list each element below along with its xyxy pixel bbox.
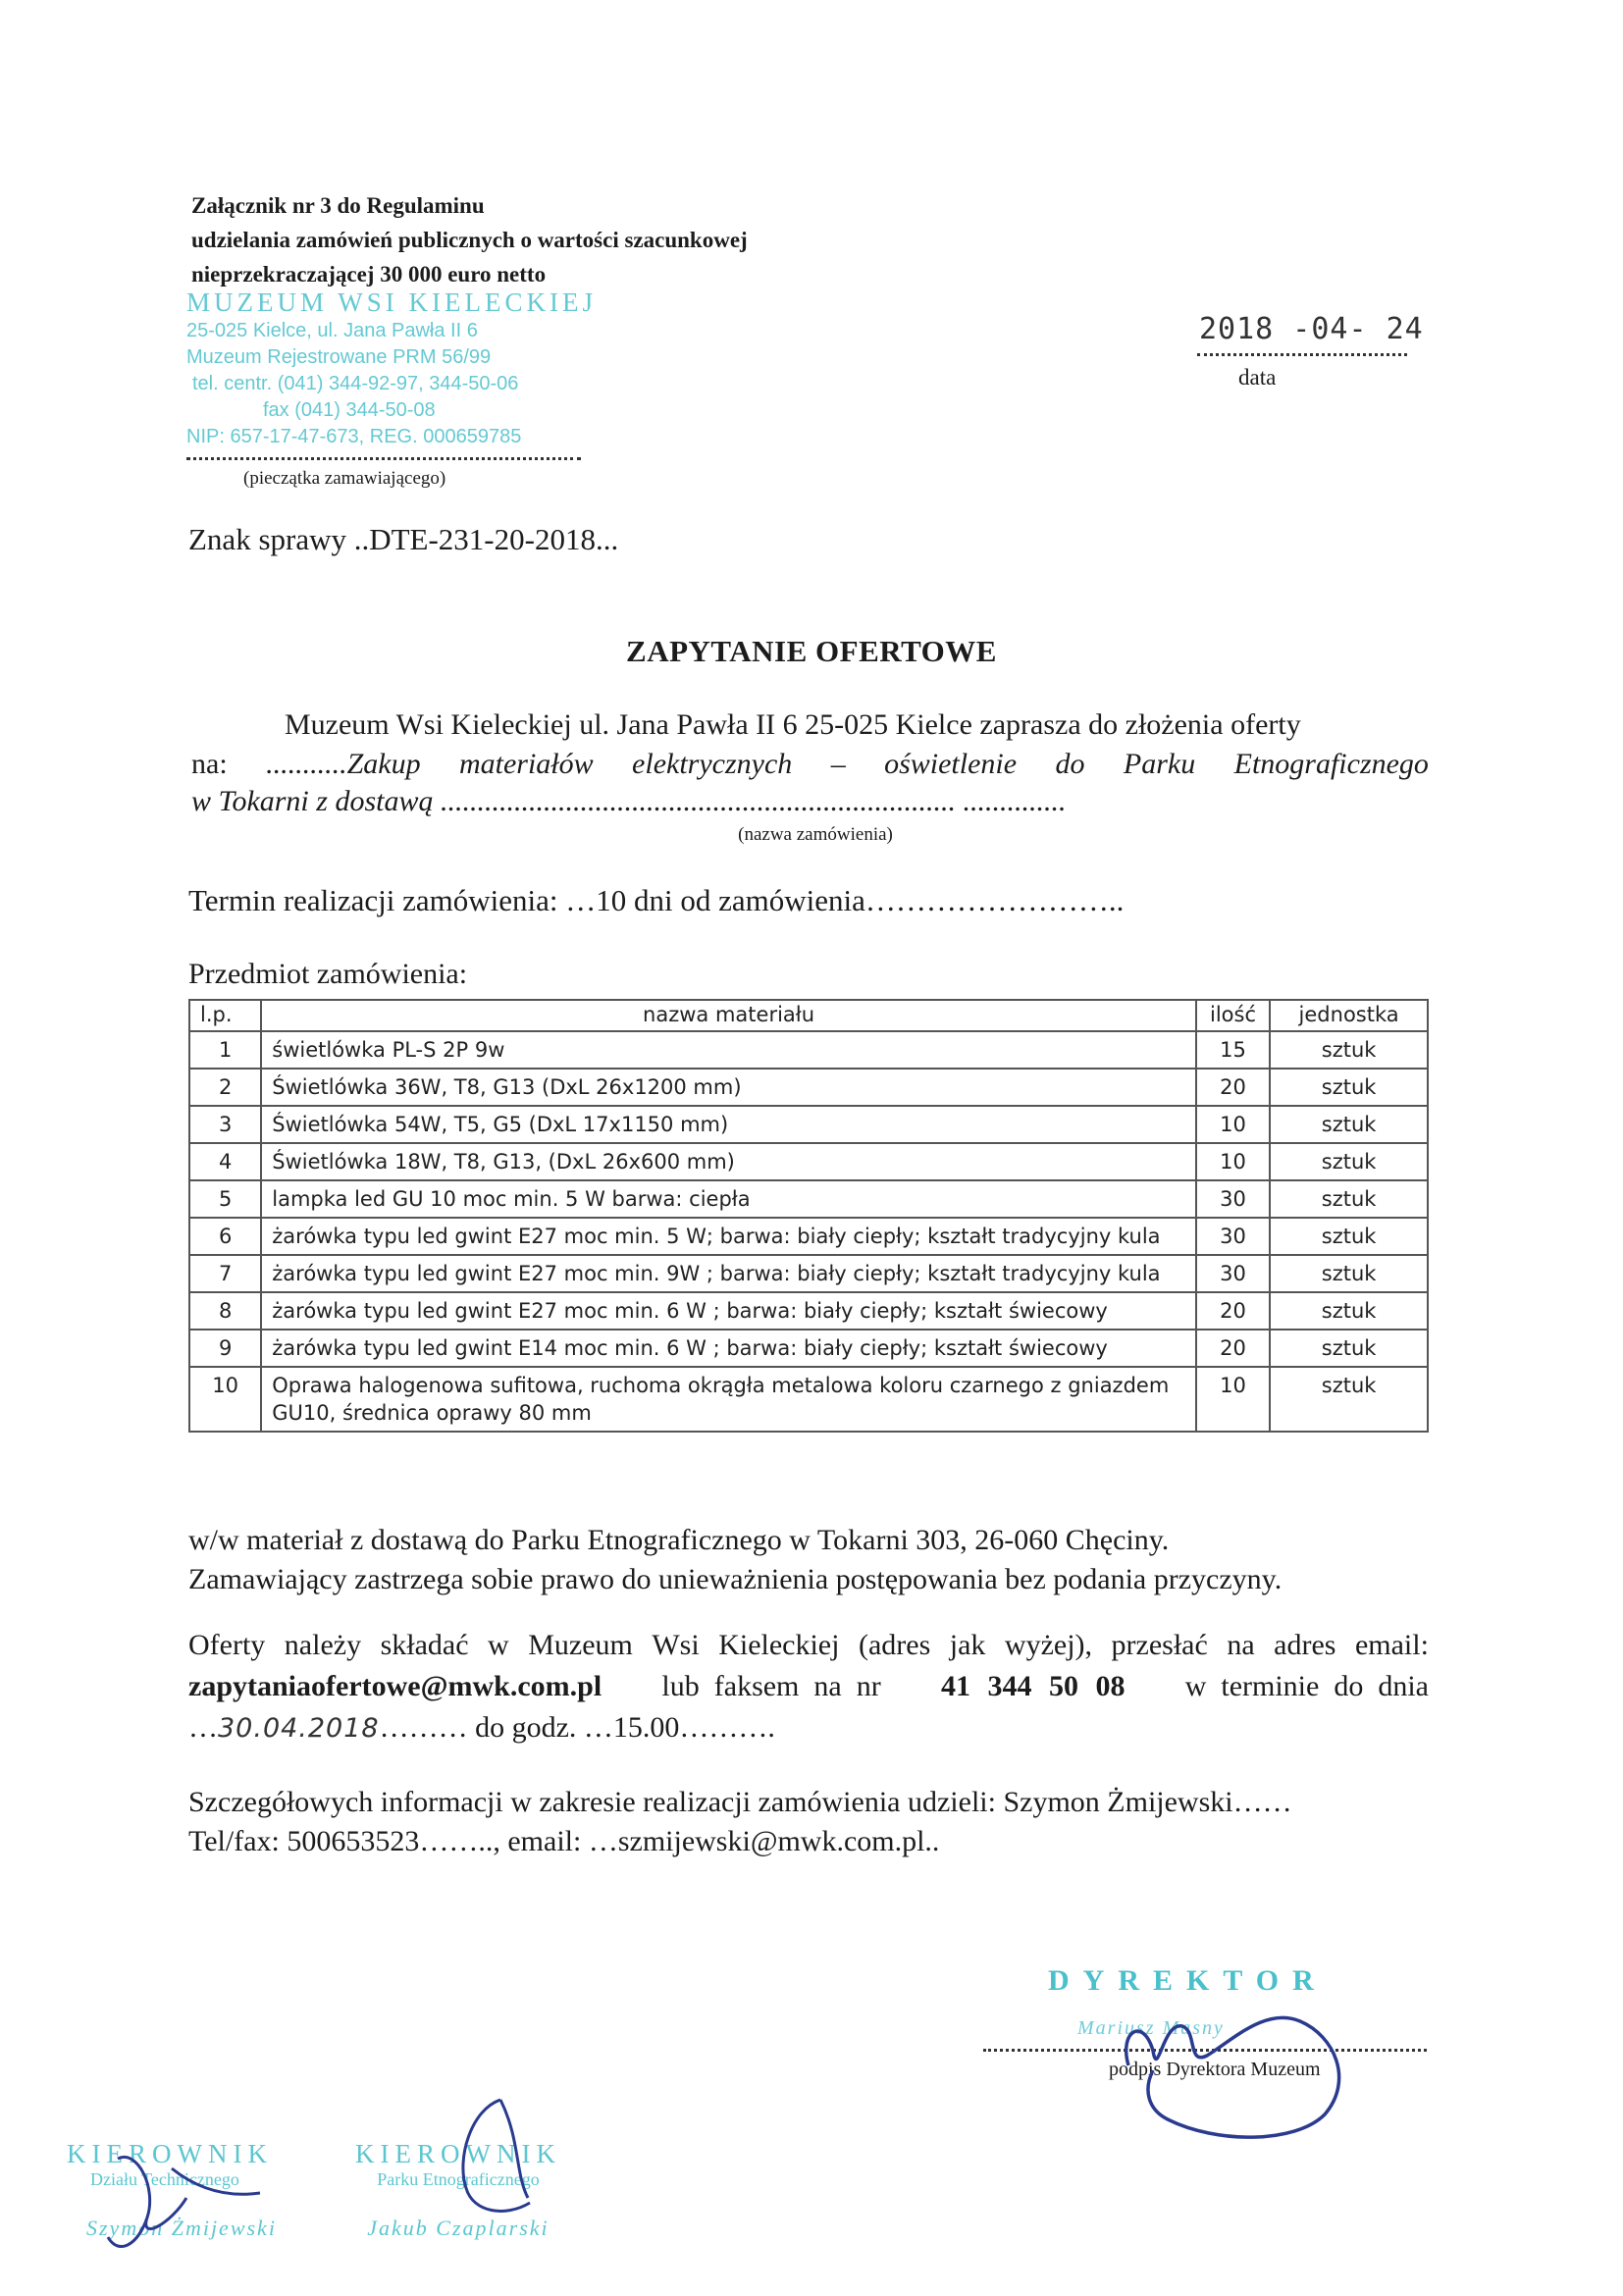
deadline-suffix: w terminie do dnia xyxy=(1184,1670,1429,1702)
cell-unit: sztuk xyxy=(1270,1218,1428,1255)
invitation-line: w Tokarni z dostawą ...................................................................... .............. xyxy=(191,785,1067,817)
word: adres xyxy=(1274,1629,1336,1661)
cell-qty: 10 xyxy=(1196,1106,1270,1143)
table-row xyxy=(189,1330,1428,1367)
cell-unit: sztuk xyxy=(1270,1180,1428,1218)
word: email: xyxy=(1354,1629,1429,1661)
date-dotted-line xyxy=(1197,353,1407,356)
cell-name: Świetlówka 18W, T8, G13, (DxL 26x600 mm) xyxy=(261,1143,1196,1180)
header-name: nazwa materiału xyxy=(261,1000,1196,1031)
word: wyżej), xyxy=(1004,1629,1093,1661)
word: składać xyxy=(380,1629,469,1661)
word: w xyxy=(488,1629,509,1661)
stamp-dept: Działu Technicznego xyxy=(90,2169,239,2189)
stamp-fax: fax (041) 344-50-08 xyxy=(263,399,436,421)
word: ...........Zakup xyxy=(266,748,421,780)
cell-lp: 9 xyxy=(189,1330,261,1367)
cell-unit: sztuk xyxy=(1270,1031,1428,1069)
attachment-line: Załącznik nr 3 do Regulaminu xyxy=(191,193,485,218)
cell-unit: sztuk xyxy=(1270,1255,1428,1292)
attachment-line: nieprzekraczającej 30 000 euro netto xyxy=(191,262,547,287)
cell-name: żarówka typu led gwint E27 moc min. 5 W; barwa: biały ciepły; kształt tradycyjny kula xyxy=(261,1218,1196,1255)
cell-lp: 5 xyxy=(189,1180,261,1218)
cell-name: żarówka typu led gwint E27 moc min. 9W ; barwa: biały ciepły; kształt tradycyjny kula xyxy=(261,1255,1196,1292)
cell-lp: 1 xyxy=(189,1031,261,1069)
stamp-name: MUZEUM WSI KIELECKIEJ xyxy=(186,287,597,317)
offers-line xyxy=(188,1670,1429,1703)
invitation-line-justified xyxy=(191,748,1429,781)
table-row xyxy=(189,1106,1428,1143)
stamp-dotted-line xyxy=(186,457,581,460)
cell-qty: 10 xyxy=(1196,1143,1270,1180)
time-text: ……… do godz. …15.00………. xyxy=(379,1711,775,1744)
word: na: xyxy=(191,748,228,780)
cell-unit: sztuk xyxy=(1270,1367,1428,1432)
cell-lp: 3 xyxy=(189,1106,261,1143)
table-row xyxy=(189,1218,1428,1255)
cell-unit: sztuk xyxy=(1270,1292,1428,1330)
stamp-person: Szymon Żmijewski xyxy=(86,2216,277,2240)
word: przesłać xyxy=(1111,1629,1208,1661)
case-number: Znak sprawy ..DTE-231-20-2018... xyxy=(188,522,619,556)
word: – xyxy=(830,748,846,780)
cell-unit: sztuk xyxy=(1270,1143,1428,1180)
signature-caption: podpis Dyrektora Muzeum xyxy=(1109,2059,1321,2080)
cell-name: Oprawa halogenowa sufitowa, ruchoma okrągła metalowa koloru czarnego z gniazdem GU10, średnica oprawy 80 mm xyxy=(261,1367,1196,1432)
word: materiałów xyxy=(458,748,594,780)
materials-table xyxy=(188,999,1429,1433)
table-row xyxy=(189,1069,1428,1106)
stamp-nip: NIP: 657-17-47-673, REG. 000659785 xyxy=(186,426,522,447)
stamp-address: 25-025 Kielce, ul. Jana Pawła II 6 xyxy=(186,320,478,341)
table-row xyxy=(189,1367,1428,1432)
cell-lp: 4 xyxy=(189,1143,261,1180)
offers-email: zapytaniaofertowe@mwk.com.pl xyxy=(188,1670,602,1702)
word: Oferty xyxy=(188,1629,266,1661)
stamp-title: KIEROWNIK xyxy=(67,2139,273,2168)
word: Wsi xyxy=(652,1629,700,1661)
offers-line xyxy=(188,1711,775,1745)
cell-name: lampka led GU 10 moc min. 5 W barwa: ciepła xyxy=(261,1180,1196,1218)
cell-qty: 30 xyxy=(1196,1218,1270,1255)
invitation-line: Muzeum Wsi Kieleckiej ul. Jana Pawła II 6 25-025 Kielce zaprasza do złożenia oferty xyxy=(285,708,1301,741)
table-row xyxy=(189,1180,1428,1218)
director-stamp: DYREKTOR xyxy=(1048,1964,1328,1997)
manager-signature-icon xyxy=(79,2129,294,2267)
header-lp: l.p. xyxy=(189,1000,261,1031)
park-manager-signature-icon xyxy=(412,2080,628,2227)
header-unit: jednostka xyxy=(1270,1000,1428,1031)
cell-name: żarówka typu led gwint E14 moc min. 6 W ; barwa: biały ciepły; kształt świecowy xyxy=(261,1330,1196,1367)
table-row xyxy=(189,1255,1428,1292)
word: jak xyxy=(949,1629,986,1661)
cell-qty: 15 xyxy=(1196,1031,1270,1069)
header-qty: ilość xyxy=(1196,1000,1270,1031)
director-stamp-name: Mariusz Masny xyxy=(1077,2017,1225,2039)
cell-name: Świetlówka 54W, T5, G5 (DxL 17x1150 mm) xyxy=(261,1106,1196,1143)
cell-lp: 6 xyxy=(189,1218,261,1255)
offers-line xyxy=(188,1629,1429,1662)
subject-label: Przedmiot zamówienia: xyxy=(188,958,468,990)
reservation-line: Zamawiający zastrzega sobie prawo do unieważnienia postępowania bez podania przyczyny. xyxy=(188,1563,1283,1595)
stamp-caption: (pieczątka zamawiającego) xyxy=(243,468,446,489)
stamp-registry: Muzeum Rejestrowane PRM 56/99 xyxy=(186,346,492,368)
word: Parku xyxy=(1123,748,1196,780)
cell-lp: 8 xyxy=(189,1292,261,1330)
cell-qty: 30 xyxy=(1196,1255,1270,1292)
cell-lp: 10 xyxy=(189,1367,261,1432)
table-row xyxy=(189,1292,1428,1330)
word: elektrycznych xyxy=(632,748,793,780)
date-prefix: … xyxy=(188,1711,218,1744)
stamp-person: Jakub Czaplarski xyxy=(367,2216,550,2240)
cell-qty: 30 xyxy=(1196,1180,1270,1218)
cell-name: żarówka typu led gwint E27 moc min. 6 W ; barwa: biały ciepły; kształt świecowy xyxy=(261,1292,1196,1330)
stamp-dept: Parku Etnograficznego xyxy=(377,2169,540,2189)
word: (adres xyxy=(858,1629,931,1661)
word: do xyxy=(1055,748,1085,780)
cell-unit: sztuk xyxy=(1270,1330,1428,1367)
cell-lp: 7 xyxy=(189,1255,261,1292)
cell-name: świetlówka PL-S 2P 9w xyxy=(261,1031,1196,1069)
table-header-row xyxy=(189,1000,1428,1031)
word: Etnograficznego xyxy=(1233,748,1429,780)
word: na xyxy=(1227,1629,1255,1661)
contact-person: Szczegółowych informacji w zakresie realizacji zamówienia udzieli: Szymon Żmijewski…… xyxy=(188,1786,1292,1818)
cell-qty: 20 xyxy=(1196,1069,1270,1106)
word: oświetlenie xyxy=(884,748,1018,780)
completion-deadline: Termin realizacji zamówienia: …10 dni od zamówienia…………………….. xyxy=(188,883,1125,917)
table-row xyxy=(189,1031,1428,1069)
attachment-note xyxy=(191,188,748,291)
institution-stamp xyxy=(186,287,597,450)
delivery-line: w/w materiał z dostawą do Parku Etnograficznego w Tokarni 303, 26-060 Chęciny. xyxy=(188,1524,1170,1556)
cell-name: Świetlówka 36W, T8, G13 (DxL 26x1200 mm) xyxy=(261,1069,1196,1106)
cell-qty: 20 xyxy=(1196,1292,1270,1330)
page-title: ZAPYTANIE OFERTOWE xyxy=(626,634,997,668)
fax-number: 41 344 50 08 xyxy=(940,1670,1126,1702)
handwritten-date: 30.04.2018 xyxy=(218,1713,380,1744)
cell-unit: sztuk xyxy=(1270,1106,1428,1143)
table-row xyxy=(189,1143,1428,1180)
word: należy xyxy=(284,1629,362,1661)
delivery-notes xyxy=(188,1521,1282,1599)
stamp-title: KIEROWNIK xyxy=(355,2139,561,2168)
cell-unit: sztuk xyxy=(1270,1069,1428,1106)
cell-qty: 20 xyxy=(1196,1330,1270,1367)
cell-qty: 10 xyxy=(1196,1367,1270,1432)
director-signature-icon xyxy=(1060,1972,1354,2168)
attachment-line: udzielania zamówień publicznych o wartości szacunkowej xyxy=(191,228,748,252)
fax-prefix: lub faksem na nr xyxy=(661,1670,881,1702)
contact-details: Tel/fax: 500653523…….., email: …szmijewski@mwk.com.pl.. xyxy=(188,1825,940,1857)
invitation-caption: (nazwa zamówienia) xyxy=(738,824,893,845)
word: Kieleckiej xyxy=(718,1629,840,1661)
date-caption: data xyxy=(1238,365,1277,390)
date-stamp: 2018 -04- 24 xyxy=(1199,312,1424,346)
cell-lp: 2 xyxy=(189,1069,261,1106)
word: Muzeum xyxy=(528,1629,633,1661)
stamp-phone: tel. centr. (041) 344-92-97, 344-50-06 xyxy=(192,373,519,394)
